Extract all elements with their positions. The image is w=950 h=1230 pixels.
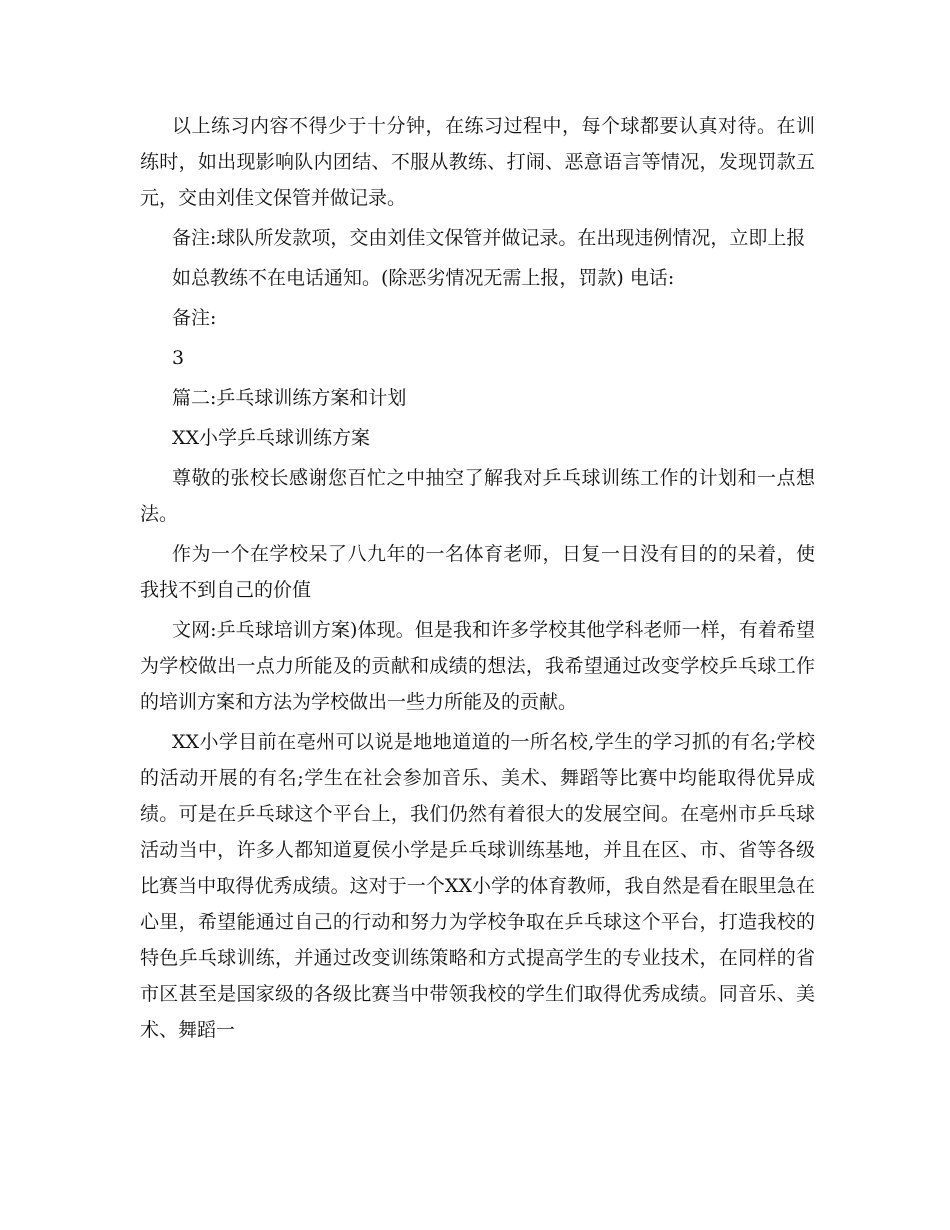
paragraph-training-rules: 以上练习内容不得少于十分钟，在练习过程中，每个球都要认真对待。在训练时，如出现影响队内团结、不服从教练、打闹、恶意语言等情况，发现罚款五元，交由刘佳文保管并做记录。 [140,115,815,209]
paragraph-school-status: XX小学目前在亳州可以说是地地道道的一所名校,学生的学习抓的有名;学校的活动开展的有名;学生在社会参加音乐、美术、舞蹈等比赛中均能取得优异成绩。可是在乒乓球这个平台上，我们仍然有着很大的发展空间。在亳州市乒乓球活动当中，许多人都知道夏侯小学是乒乓球训练基地，并且在区、市、省等各级比赛当中取得优秀成绩。这对于一个XX小学的体育教师，我自然是看在眼里急在心里，希望能通过自己的行动和努力为学校争取在乒乓球这个平台，打造我校的特色乒乓球训练，并通过改变训练策略和方式提高学生的专业技术，在同样的省市区甚至是国家级的各级比赛当中带领我校的学生们取得优秀成绩。同音乐、美术、舞蹈一 [140,731,815,1041]
page-number: 3 [172,347,185,369]
paragraph-note-funds: 备注:球队所发款项，交由刘佳文保管并做记录。在出现违例情况，立即上报 [172,227,806,249]
section-heading: 篇二:乒乓球训练方案和计划 [172,387,407,409]
paragraph-greeting: 尊敬的张校长感谢您百忙之中抽空了解我对乒乓球训练工作的计划和一点想法。 [140,467,815,525]
document-title: XX小学乒乓球训练方案 [172,427,371,449]
paragraph-note-label: 备注: [172,307,217,329]
paragraph-self-intro: 作为一个在学校呆了八九年的一名体育老师，日复一日没有目的的呆着，使我找不到自己的价值 [140,543,815,601]
paragraph-motivation: 文网:乒乓球培训方案)体现。但是我和许多学校其他学科老师一样，有着希望为学校做出一点力所能及的贡献和成绩的想法，我希望通过改变学校乒乓球工作的培训方案和方法为学校做出一些力所能及的贡献。 [140,619,815,713]
document-body [140,108,815,1048]
paragraph-phone-notice: 如总教练不在电话通知。(除恶劣情况无需上报，罚款) 电话: [172,267,675,289]
